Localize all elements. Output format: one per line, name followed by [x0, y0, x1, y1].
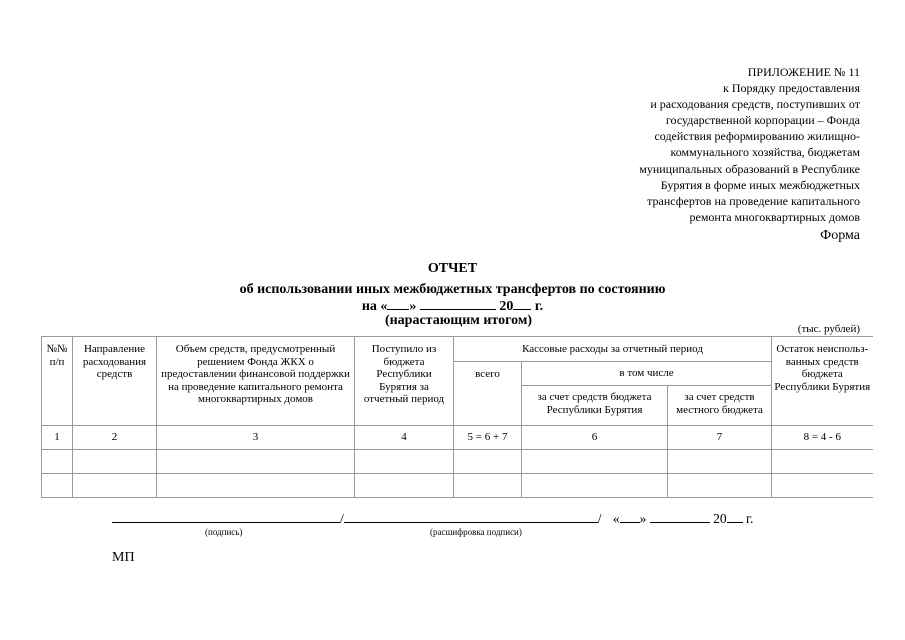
table-cell [73, 450, 157, 474]
sign-year-blank [727, 510, 743, 523]
appendix-line: трансфертов на проведение капитального [647, 193, 860, 208]
column-number: 7 [668, 426, 772, 450]
units-label: (тыс. рублей) [797, 323, 860, 335]
day-blank [387, 297, 409, 310]
table-row [42, 474, 873, 498]
table-cell [157, 474, 355, 498]
appendix-block [560, 64, 860, 225]
table-cell [355, 474, 454, 498]
table-cell [454, 450, 522, 474]
header-direction: Направление расходования средств [73, 337, 157, 426]
caption-decode: (расшифровка подписи) [430, 527, 522, 537]
report-subject: об использовании иных межбюджетных трансфертов по состоянию [239, 282, 666, 297]
table-cell [668, 450, 772, 474]
header-cash-expenses: Кассовые расходы за отчетный период [454, 337, 772, 362]
table-row [42, 450, 873, 474]
date-suffix: г. [534, 298, 544, 314]
table-cell [772, 450, 873, 474]
caption-signature: (подпись) [205, 527, 243, 537]
table-cell [668, 474, 772, 498]
header-total: всего [454, 362, 522, 426]
form-label: Форма [820, 228, 860, 243]
column-number-row [42, 426, 873, 450]
year-blank [513, 297, 531, 310]
column-number: 1 [42, 426, 73, 450]
header-volume: Объем средств, предусмотренный решением Фонда ЖКХ о предоставлении финансовой поддержки на проведение капитального ремонта многоквартирных домов [157, 337, 355, 426]
report-subtitle: (нарастающим итогом) [384, 312, 533, 328]
report-title-block [0, 262, 905, 328]
table-cell [355, 450, 454, 474]
header-republic-budget: за счет средств бюджета Республики Бурятия [522, 386, 668, 426]
date-prefix: на « [361, 298, 388, 314]
appendix-line: к Порядку предоставления [722, 81, 860, 96]
sign-year: 20 [713, 511, 727, 526]
table-cell [42, 474, 73, 498]
stamp-label: МП [112, 550, 135, 565]
table-cell [522, 474, 668, 498]
signature-blank [112, 510, 340, 523]
signature-separator: / [340, 511, 344, 526]
appendix-line: государственной корпорации – Фонда [665, 113, 860, 128]
table-cell [73, 474, 157, 498]
column-number: 6 [522, 426, 668, 450]
table-cell [42, 450, 73, 474]
header-row-1 [42, 337, 873, 362]
signature-separator: / [597, 511, 602, 526]
header-number: №№ п/п [42, 337, 73, 426]
appendix-line: ремонта многоквартирных домов [689, 209, 860, 224]
signature-decode-blank [344, 510, 598, 523]
sign-date-prefix: « [612, 511, 620, 526]
report-date-line [0, 297, 905, 314]
table-cell [522, 450, 668, 474]
header-local-budget: за счет средств местного бюджета [668, 386, 772, 426]
column-number: 5 = 6 + 7 [454, 426, 522, 450]
table-cell [772, 474, 873, 498]
appendix-line: содействия реформированию жилищно- [654, 129, 860, 144]
column-number: 8 = 4 - 6 [772, 426, 873, 450]
table-cell [157, 450, 355, 474]
date-quote-close: » [409, 298, 417, 314]
date-year: 20 [499, 298, 514, 314]
appendix-line: муниципальных образований в Республике [639, 161, 860, 176]
appendix-line: Бурятия в форме иных межбюджетных [660, 177, 860, 192]
month-blank [420, 297, 496, 310]
column-number: 3 [157, 426, 355, 450]
column-number: 4 [355, 426, 454, 450]
signature-line [112, 510, 753, 527]
table-cell [454, 474, 522, 498]
sign-date-mid: » [639, 511, 647, 526]
header-including: в том числе [522, 362, 772, 386]
appendix-line: коммунального хозяйства, бюджетам [670, 145, 860, 160]
report-table [41, 336, 873, 498]
sign-year-suffix: г. [746, 511, 754, 526]
appendix-line: и расходования средств, поступивших от [650, 97, 860, 112]
header-remainder: Остаток неиспольз-ванных средств бюджета Республики Бурятия [772, 337, 873, 426]
sign-month-blank [650, 510, 710, 523]
appendix-line: ПРИЛОЖЕНИЕ № 11 [747, 65, 860, 79]
report-title: ОТЧЕТ [427, 261, 478, 276]
column-number: 2 [73, 426, 157, 450]
header-received: Поступило из бюджета Республики Бурятия за отчетный период [355, 337, 454, 426]
sign-day-blank [620, 510, 640, 523]
